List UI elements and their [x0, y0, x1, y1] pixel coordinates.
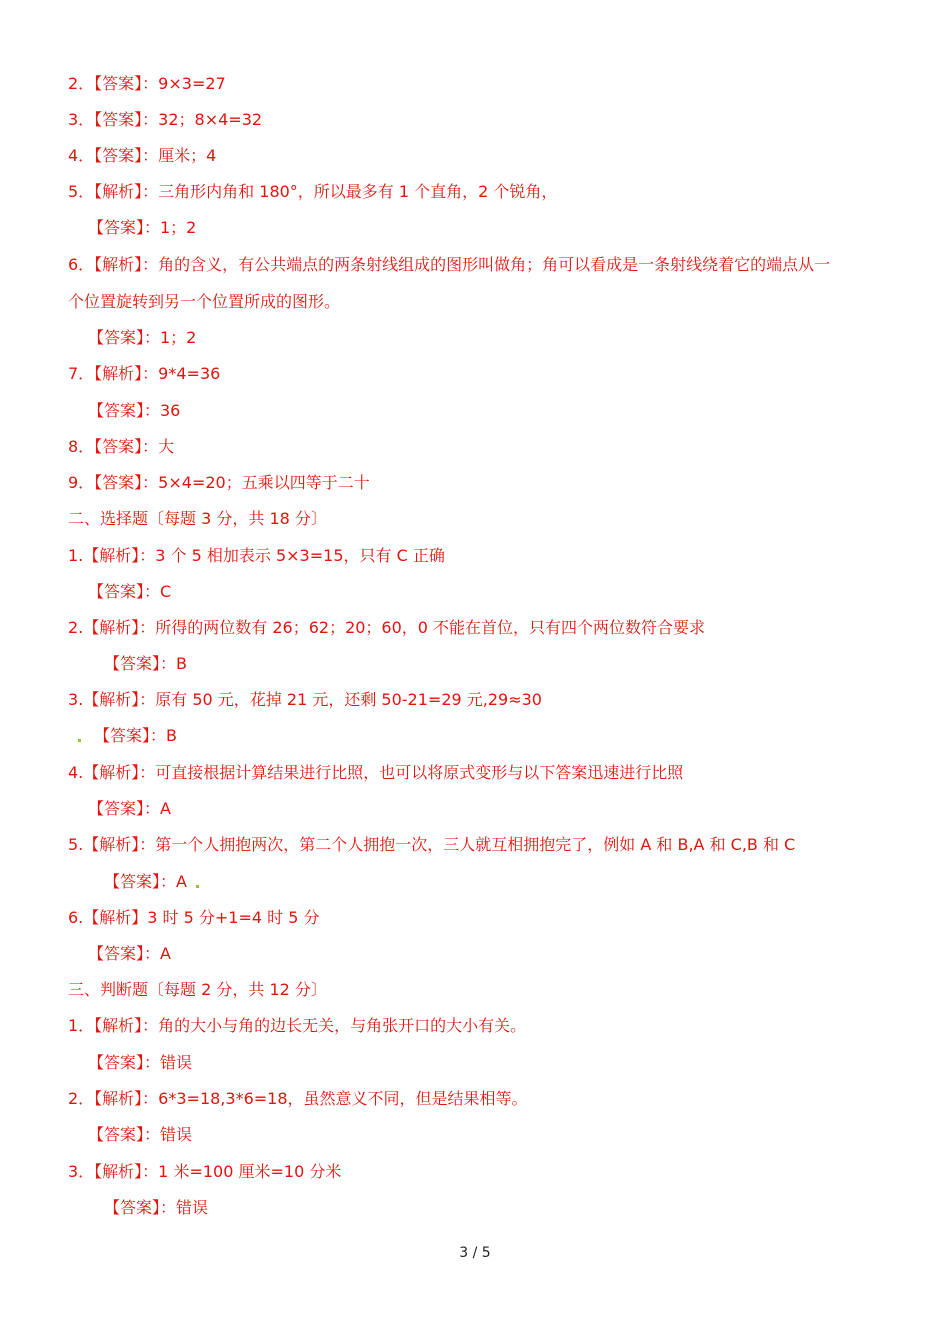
analysis-line-7: 7．【解析】：9*4=36 [68, 364, 221, 383]
choice-analysis-5: 5.【解析】：第一个人拥抱两次，第二个人拥抱一次，三人就互相拥抱完了，例如 A 和 B,A 和 C,B 和 C [68, 835, 796, 854]
choice-answer-3: 【答案】：B [94, 726, 177, 745]
choice-analysis-1: 1.【解析】：3 个 5 相加表示 5×3=15，只有 C 正确 [68, 546, 445, 565]
analysis-line-6-cont: 个位置旋转到另一个位置所成的图形。 [68, 292, 341, 311]
choice-answer-2: 【答案】：B [104, 654, 187, 673]
judge-analysis-2: 2．【解析】：6*3=18,3*6=18，虽然意义不同，但是结果相等。 [68, 1089, 528, 1108]
judge-answer-1: 【答案】：错误 [88, 1053, 193, 1072]
section-heading-choice: 二、选择题〔每题 3 分，共 18 分〕 [68, 509, 327, 528]
answer-line-9: 9．【答案】：5×4=20；五乘以四等于二十 [68, 473, 370, 492]
judge-analysis-1: 1．【解析】：角的大小与角的边长无关，与角张开口的大小有关。 [68, 1016, 527, 1035]
choice-analysis-2: 2.【解析】：所得的两位数有 26；62；20；60，0 不能在首位，只有四个两位数符合要求 [68, 618, 706, 637]
answer-line-7: 【答案】：36 [88, 401, 181, 420]
choice-analysis-4: 4.【解析】：可直接根据计算结果进行比照，也可以将原式变形与以下答案迅速进行比照 [68, 763, 684, 782]
answer-line-6: 【答案】：1；2 [88, 328, 197, 347]
choice-answer-5: 【答案】：A [104, 872, 187, 891]
choice-answer-1: 【答案】：C [88, 582, 172, 601]
answer-line-8: 8．【答案】：大 [68, 437, 175, 456]
answer-line-4: 4．【答案】：厘米；4 [68, 146, 217, 165]
judge-answer-2: 【答案】：错误 [88, 1125, 193, 1144]
choice-answer-6: 【答案】：A [88, 944, 171, 963]
section-heading-judge: 三、判断题〔每题 2 分，共 12 分〕 [68, 980, 327, 999]
analysis-line-5: 5．【解析】：三角形内角和 180°，所以最多有 1 个直角，2 个锐角， [68, 182, 558, 201]
stray-dot-mark [78, 739, 81, 742]
answer-line-3: 3．【答案】：32；8×4=32 [68, 110, 263, 129]
choice-analysis-6: 6.【解析】3 时 5 分+1=4 时 5 分 [68, 908, 320, 927]
stray-dot-mark [196, 885, 199, 888]
answer-line-5: 【答案】：1；2 [88, 218, 197, 237]
analysis-line-6: 6．【解析】：角的含义，有公共端点的两条射线组成的图形叫做角；角可以看成是一条射线绕着它的端点从一 [68, 255, 831, 274]
choice-answer-4: 【答案】：A [88, 799, 171, 818]
judge-analysis-3: 3．【解析】：1 米=100 厘米=10 分米 [68, 1162, 342, 1181]
page-number: 3 / 5 [459, 1245, 491, 1261]
answer-line-2: 2．【答案】：9×3=27 [68, 74, 226, 93]
choice-analysis-3: 3.【解析】：原有 50 元，花掉 21 元，还剩 50-21=29 元,29≈30 [68, 690, 542, 709]
judge-answer-3: 【答案】：错误 [104, 1198, 209, 1217]
